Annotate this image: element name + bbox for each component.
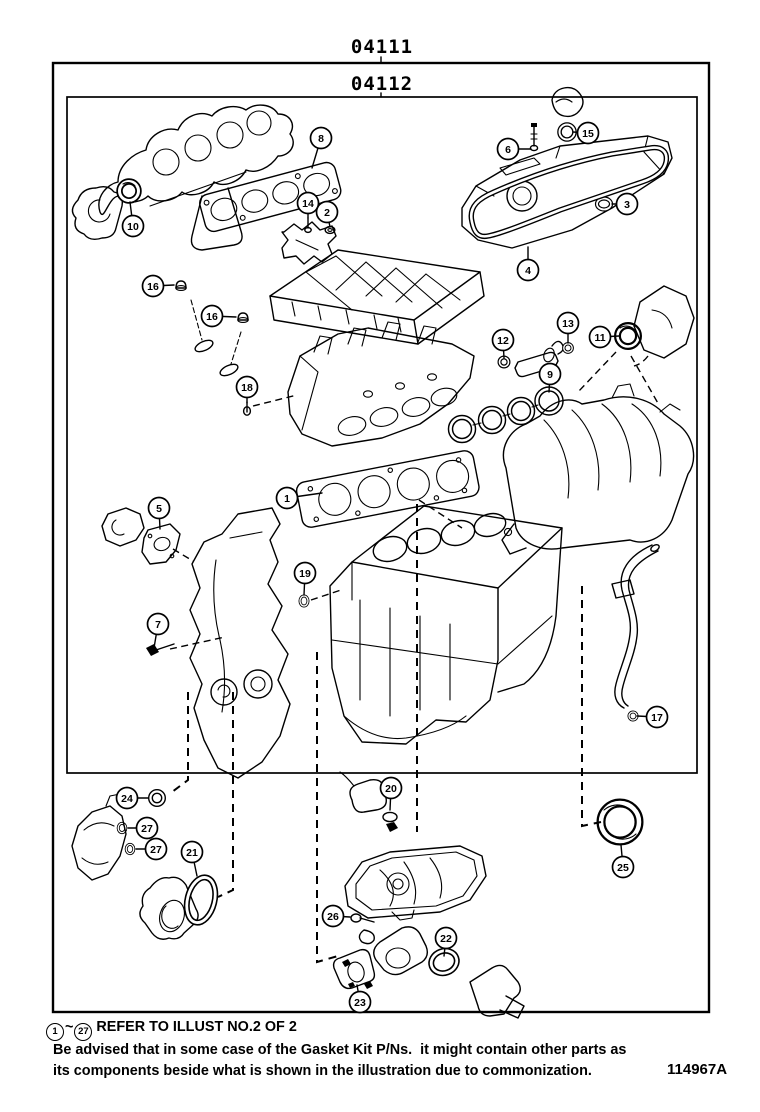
- svg-text:1: 1: [284, 492, 290, 505]
- svg-text:16: 16: [206, 310, 218, 323]
- filler-cap-gasket-15: [560, 125, 575, 140]
- callout-10[interactable]: [123, 202, 144, 237]
- drain-plug-20: [383, 812, 398, 832]
- svg-text:26: 26: [327, 910, 339, 923]
- o-ring-19: [300, 596, 308, 606]
- svg-text:21: 21: [186, 846, 198, 859]
- svg-text:11: 11: [594, 331, 606, 344]
- callout-17[interactable]: [637, 707, 668, 728]
- svg-text:25: 25: [617, 861, 629, 874]
- oil-dipstick-tube: [612, 543, 660, 708]
- svg-text:10: 10: [127, 220, 139, 233]
- callout-15[interactable]: [573, 123, 599, 144]
- oil-cooler-housing: [470, 965, 524, 1018]
- oil-filter-bracket: [374, 927, 428, 975]
- callout-23[interactable]: [350, 985, 371, 1013]
- valve-stem-seal: [176, 281, 186, 290]
- callout-18[interactable]: [237, 377, 258, 404]
- projection-lines: [170, 352, 659, 962]
- callout-20[interactable]: [381, 778, 402, 811]
- ref-separator: ~: [65, 1019, 74, 1035]
- o-ring-27: [126, 844, 134, 853]
- svg-text:5: 5: [156, 502, 162, 515]
- valve-stem-seal: [238, 313, 248, 322]
- head-stud-18: [244, 402, 251, 415]
- oil-filler-cap: [552, 88, 583, 117]
- svg-text:23: 23: [354, 996, 366, 1009]
- callout-13[interactable]: [558, 313, 579, 344]
- svg-text:3: 3: [624, 198, 630, 211]
- intake-manifold-gaskets: [451, 389, 562, 441]
- exhaust-manifold-gasket: [198, 160, 343, 233]
- svg-text:7: 7: [155, 618, 161, 631]
- svg-text:20: 20: [385, 782, 397, 795]
- callout-27[interactable]: [128, 818, 158, 839]
- callout-26[interactable]: [323, 906, 351, 927]
- svg-text:16: 16: [147, 280, 159, 293]
- cover-bolt-6: [530, 123, 537, 151]
- cover-grommet-3: [597, 199, 611, 210]
- engine-valve: [218, 332, 241, 378]
- o-ring-13: [564, 344, 572, 352]
- subgroup-number-label: 04112: [350, 73, 414, 95]
- cylinder-head: [288, 322, 474, 446]
- seal-retainer-housing: [634, 286, 694, 366]
- cover-bolt-7: [146, 644, 174, 656]
- svg-text:9: 9: [547, 368, 553, 381]
- svg-text:18: 18: [241, 381, 253, 394]
- callout-25[interactable]: [613, 845, 634, 878]
- callout-21[interactable]: [182, 842, 203, 877]
- callout-12[interactable]: [493, 330, 514, 359]
- svg-text:4: 4: [525, 264, 531, 277]
- svg-text:22: 22: [440, 932, 452, 945]
- callout-2[interactable]: [317, 202, 338, 228]
- water-bypass-bracket-23: [334, 950, 375, 989]
- callout-3[interactable]: [612, 194, 638, 215]
- svg-text:27: 27: [141, 822, 153, 835]
- stud-bolt-14: [305, 218, 311, 232]
- ref-to-balloon: 27: [74, 1023, 92, 1041]
- footnote-line1: Be advised that in some case of the Gasket Kit P/Ns. it might contain other parts as: [53, 1042, 627, 1058]
- water-inlet-housing: [72, 794, 126, 880]
- callout-24[interactable]: [117, 788, 149, 809]
- group-number-label: 04111: [350, 36, 414, 58]
- footnote-line2: its components beside what is shown in the illustration due to commonization.: [53, 1063, 592, 1079]
- oil-pickup-tube: [340, 772, 386, 812]
- callout-4[interactable]: [518, 247, 539, 281]
- footnote-ref-text: REFER TO ILLUST NO.2 OF 2: [92, 1019, 297, 1035]
- cylinder-head-gasket: [295, 449, 480, 529]
- crankshaft-rear-seal-25: [601, 803, 639, 841]
- water-outlet: [102, 508, 144, 546]
- svg-text:17: 17: [651, 711, 663, 724]
- svg-text:15: 15: [582, 127, 594, 140]
- timing-chain-cover: [190, 508, 290, 778]
- exhaust-heat-insulator: [72, 187, 122, 240]
- svg-text:6: 6: [505, 143, 511, 156]
- svg-text:8: 8: [318, 132, 324, 145]
- oil-pan: [345, 846, 486, 920]
- callout-6[interactable]: [498, 139, 532, 160]
- callout-27[interactable]: [136, 839, 167, 860]
- callout-16[interactable]: [202, 306, 237, 327]
- dipstick-o-ring-17: [629, 712, 637, 720]
- svg-text:14: 14: [302, 197, 314, 210]
- ref-from-balloon: 1: [46, 1023, 64, 1041]
- svg-text:2: 2: [324, 206, 330, 219]
- crankshaft-front-seal-24: [151, 792, 164, 805]
- svg-text:13: 13: [562, 317, 574, 330]
- callout-7[interactable]: [148, 614, 169, 649]
- water-outlet-gasket-5: [142, 524, 180, 564]
- callout-14[interactable]: [298, 193, 319, 219]
- callout-19[interactable]: [295, 563, 316, 596]
- svg-text:12: 12: [497, 334, 509, 347]
- svg-text:24: 24: [121, 792, 133, 805]
- ocv-ring-12: [500, 358, 509, 367]
- footnote-ref: [46, 1019, 297, 1041]
- exhaust-pipe-seal: [120, 182, 139, 201]
- callout-8[interactable]: [311, 128, 332, 169]
- water-pump-gasket-21: [182, 874, 219, 925]
- svg-text:27: 27: [150, 843, 162, 856]
- callout-16[interactable]: [143, 276, 175, 297]
- figure-code: 114967A: [667, 1061, 728, 1078]
- svg-text:19: 19: [299, 567, 311, 580]
